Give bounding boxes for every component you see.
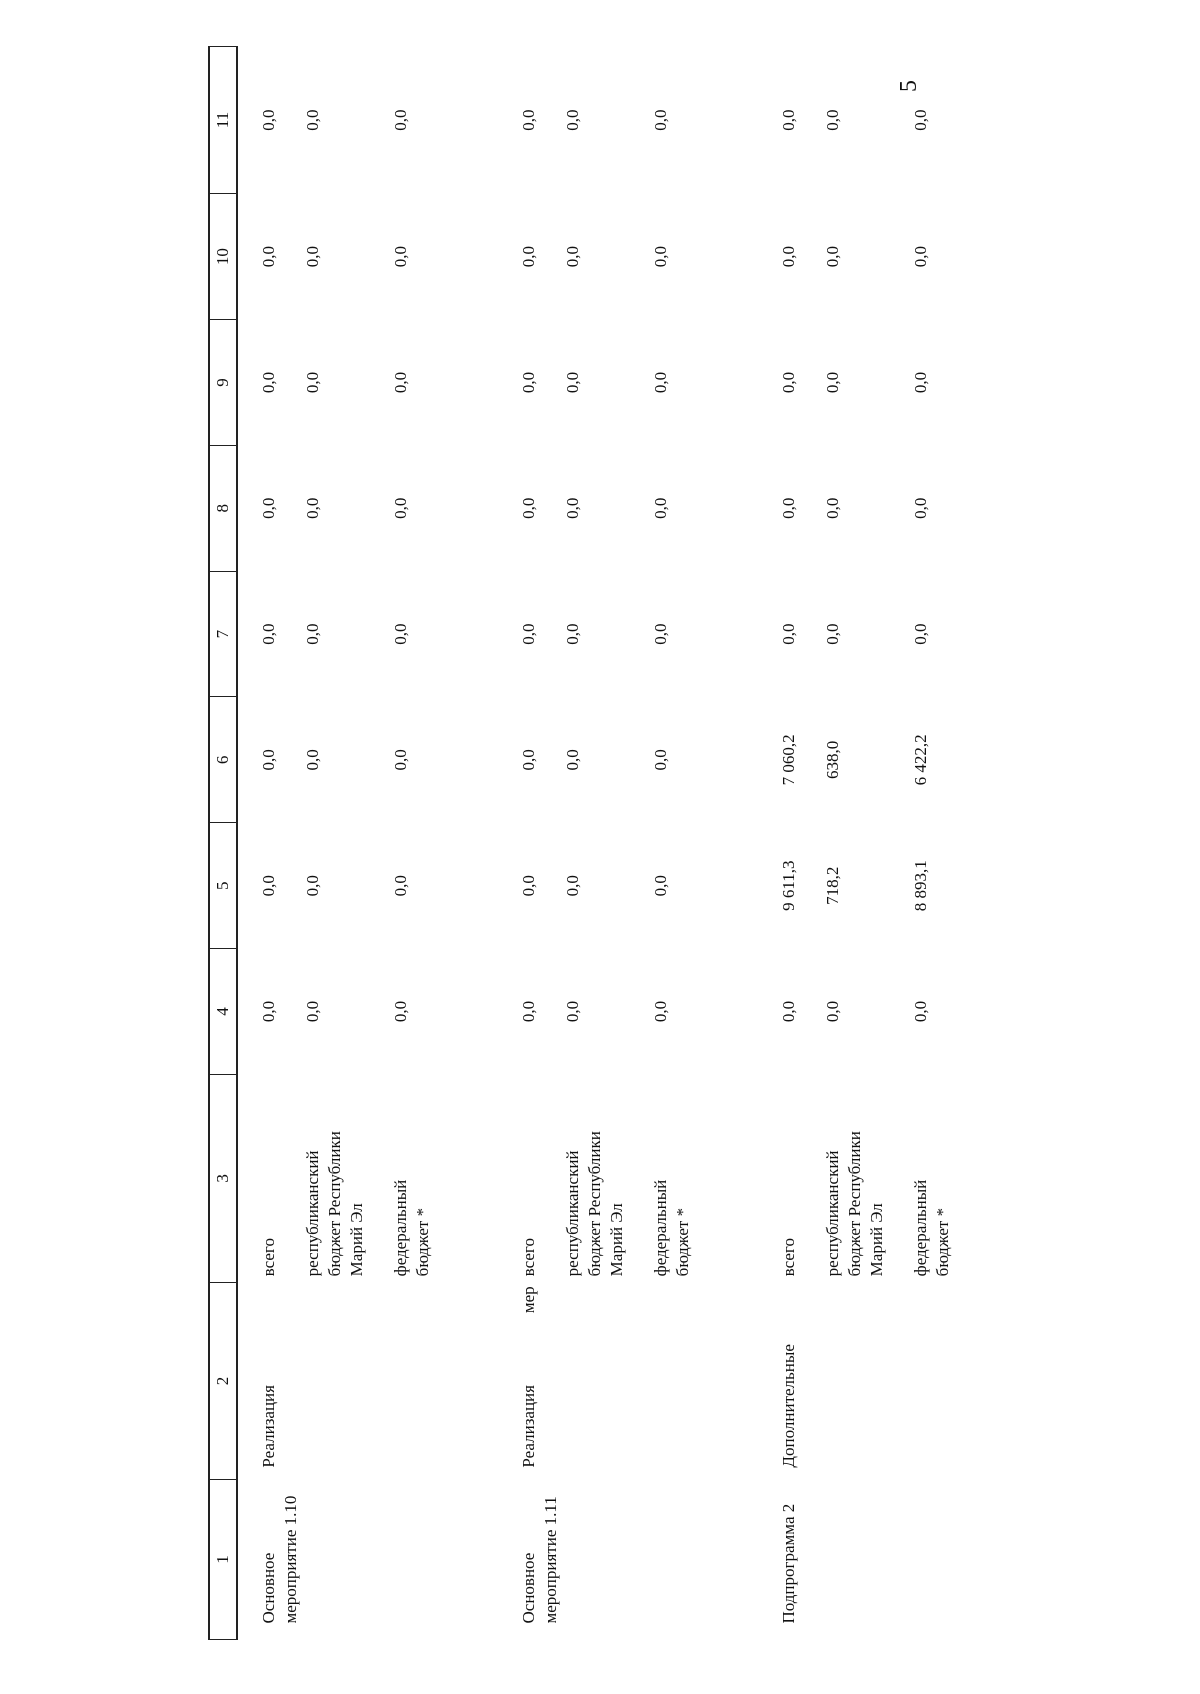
value-text: 0,0 bbox=[911, 623, 930, 645]
value-block bbox=[562, 445, 650, 571]
value-block bbox=[778, 697, 822, 823]
value-text: 0,0 bbox=[391, 371, 410, 394]
value-block bbox=[650, 949, 738, 1075]
value-text: 0,0 bbox=[259, 749, 278, 771]
funding-source-line: бюджет Республики bbox=[325, 1131, 344, 1277]
value-block bbox=[258, 823, 302, 949]
funding-source-line: всего bbox=[519, 1238, 538, 1277]
page-number: 5 bbox=[896, 80, 922, 92]
value-block bbox=[778, 47, 822, 194]
value-text: 0,0 bbox=[651, 749, 670, 771]
value-text: 0,0 bbox=[303, 623, 322, 645]
value-block bbox=[302, 445, 390, 571]
program-name-line: Основное bbox=[259, 1552, 278, 1624]
value-text: 0,0 bbox=[651, 623, 670, 645]
funding-source-line: федеральный bbox=[911, 1179, 930, 1277]
value-text: 0,0 bbox=[519, 246, 538, 268]
value-block bbox=[302, 47, 390, 194]
value-text: 0,0 bbox=[779, 109, 798, 131]
value-block bbox=[822, 949, 910, 1075]
value-block bbox=[650, 571, 738, 697]
value-text: 0,0 bbox=[823, 623, 842, 645]
value-text: 0,0 bbox=[519, 1000, 538, 1023]
value-block bbox=[778, 445, 822, 571]
value-block bbox=[778, 949, 822, 1075]
value-block bbox=[910, 47, 998, 194]
value-text: 0,0 bbox=[259, 109, 278, 131]
funding-source-line: бюджет Республики bbox=[585, 1131, 604, 1277]
value-block bbox=[822, 823, 910, 949]
value-block bbox=[910, 194, 998, 320]
program-name-line: Подпрограмма 2 bbox=[779, 1503, 798, 1624]
value-block bbox=[910, 571, 998, 697]
value-cell-col-6 bbox=[758, 697, 998, 823]
value-block bbox=[910, 320, 998, 446]
value-block bbox=[910, 949, 998, 1075]
value-text: 0,0 bbox=[563, 875, 582, 897]
spacer-cell bbox=[478, 47, 498, 1640]
value-text: 0,0 bbox=[303, 749, 322, 771]
value-cell-col-10 bbox=[758, 194, 998, 320]
value-block bbox=[302, 320, 390, 446]
value-block bbox=[258, 949, 302, 1075]
value-block bbox=[822, 320, 910, 446]
funding-source-cell bbox=[498, 1074, 738, 1282]
value-text: 0,0 bbox=[563, 497, 582, 519]
value-block bbox=[650, 697, 738, 823]
value-block bbox=[562, 949, 650, 1075]
value-text: 0,0 bbox=[519, 109, 538, 131]
funding-source-line: бюджет * bbox=[413, 1207, 432, 1277]
value-block bbox=[778, 320, 822, 446]
value-text: 0,0 bbox=[823, 371, 842, 394]
funding-source bbox=[650, 1074, 738, 1276]
value-text: 0,0 bbox=[259, 246, 278, 268]
value-block bbox=[258, 47, 302, 194]
value-cell-col-9 bbox=[498, 320, 738, 446]
value-text: 638,0 bbox=[823, 740, 842, 779]
description-cell bbox=[237, 1282, 478, 1479]
value-block bbox=[822, 697, 910, 823]
funding-source bbox=[518, 1074, 562, 1276]
value-cell-col-4 bbox=[758, 949, 998, 1075]
column-header-7: 7 bbox=[209, 571, 237, 697]
column-header-11: 11 bbox=[209, 47, 237, 194]
funding-source bbox=[778, 1074, 822, 1276]
value-block bbox=[562, 823, 650, 949]
value-block bbox=[302, 194, 390, 320]
value-block bbox=[390, 697, 478, 823]
funding-source-line: бюджет Республики bbox=[845, 1131, 864, 1277]
value-text: 0,0 bbox=[911, 497, 930, 519]
value-text: 0,0 bbox=[911, 246, 930, 268]
value-text: 0,0 bbox=[779, 246, 798, 268]
program-name-line: мероприятие 1.11 bbox=[541, 1496, 560, 1624]
value-cell-col-10 bbox=[498, 194, 738, 320]
value-block bbox=[518, 697, 562, 823]
value-text: 0,0 bbox=[563, 623, 582, 645]
value-block bbox=[562, 47, 650, 194]
value-text: 6 422,2 bbox=[911, 734, 930, 786]
value-text: 0,0 bbox=[823, 246, 842, 268]
column-header-2: 2 bbox=[209, 1282, 237, 1479]
value-block bbox=[258, 320, 302, 446]
value-cell-col-11 bbox=[758, 47, 998, 194]
value-cell-col-8 bbox=[758, 445, 998, 571]
column-header-5: 5 bbox=[209, 823, 237, 949]
value-cell-col-7 bbox=[758, 571, 998, 697]
value-text: 0,0 bbox=[259, 875, 278, 897]
value-cell-col-10 bbox=[237, 194, 478, 320]
value-block bbox=[258, 571, 302, 697]
value-block bbox=[390, 47, 478, 194]
value-text: 7 060,2 bbox=[779, 734, 798, 786]
value-text: 0,0 bbox=[519, 749, 538, 771]
funding-source bbox=[562, 1074, 650, 1276]
value-block bbox=[650, 194, 738, 320]
value-text: 0,0 bbox=[563, 749, 582, 771]
funding-source-line: федеральный bbox=[651, 1179, 670, 1277]
table-body bbox=[237, 47, 998, 1640]
value-text: 0,0 bbox=[911, 109, 930, 131]
value-block bbox=[778, 823, 822, 949]
description-cell bbox=[498, 1282, 738, 1479]
value-text: 9 611,3 bbox=[779, 860, 798, 911]
program-name-line: Основное bbox=[519, 1552, 538, 1624]
value-text: 0,0 bbox=[303, 371, 322, 394]
program-name-cell bbox=[237, 1480, 478, 1640]
value-text: 0,0 bbox=[519, 371, 538, 394]
value-block bbox=[518, 47, 562, 194]
value-text: 0,0 bbox=[779, 1000, 798, 1023]
value-text: 0,0 bbox=[391, 875, 410, 897]
value-text: 0,0 bbox=[391, 749, 410, 771]
value-block bbox=[562, 697, 650, 823]
group-spacer bbox=[738, 47, 758, 1640]
value-cell-col-8 bbox=[498, 445, 738, 571]
value-text: 0,0 bbox=[779, 623, 798, 645]
funding-source-line: всего bbox=[779, 1238, 798, 1277]
value-text: 0,0 bbox=[391, 623, 410, 645]
funding-source-line: республиканский bbox=[303, 1150, 322, 1277]
value-block bbox=[518, 320, 562, 446]
value-block bbox=[650, 320, 738, 446]
value-block bbox=[390, 949, 478, 1075]
value-cell-col-5 bbox=[758, 823, 998, 949]
program-name-line: мероприятие 1.10 bbox=[281, 1495, 300, 1624]
value-block bbox=[258, 445, 302, 571]
value-block bbox=[822, 445, 910, 571]
value-cell-col-9 bbox=[758, 320, 998, 446]
value-text: 0,0 bbox=[563, 246, 582, 268]
value-text: 0,0 bbox=[519, 623, 538, 645]
value-block bbox=[302, 949, 390, 1075]
value-cell-col-11 bbox=[498, 47, 738, 194]
funding-source-line: республиканский bbox=[563, 1150, 582, 1277]
table-row bbox=[498, 47, 738, 1640]
table-header bbox=[209, 47, 237, 1640]
funding-table bbox=[208, 46, 998, 1640]
value-cell-col-8 bbox=[237, 445, 478, 571]
column-header-6: 6 bbox=[209, 697, 237, 823]
funding-source-line: всего bbox=[259, 1238, 278, 1277]
column-header-10: 10 bbox=[209, 194, 237, 320]
value-text: 0,0 bbox=[259, 623, 278, 645]
value-text: 0,0 bbox=[823, 497, 842, 519]
value-text: 0,0 bbox=[303, 1000, 322, 1023]
funding-source bbox=[390, 1074, 478, 1276]
table-row bbox=[758, 47, 998, 1640]
value-text: 0,0 bbox=[823, 1000, 842, 1023]
value-block bbox=[778, 194, 822, 320]
funding-source-cell bbox=[237, 1074, 478, 1282]
value-text: 0,0 bbox=[303, 246, 322, 268]
funding-source-line: бюджет * bbox=[673, 1207, 692, 1277]
value-block bbox=[390, 320, 478, 446]
funding-source-line: республиканский bbox=[823, 1150, 842, 1277]
value-text: 8 893,1 bbox=[911, 860, 930, 912]
rotated-table-frame bbox=[208, 46, 988, 1640]
value-text: 0,0 bbox=[911, 1000, 930, 1023]
funding-source-line: Марий Эл bbox=[867, 1203, 886, 1277]
funding-source bbox=[258, 1074, 302, 1276]
value-text: 0,0 bbox=[651, 371, 670, 394]
value-cell-col-4 bbox=[498, 949, 738, 1075]
value-text: 0,0 bbox=[563, 371, 582, 394]
value-block bbox=[822, 571, 910, 697]
group-spacer bbox=[478, 47, 498, 1640]
value-text: 0,0 bbox=[259, 497, 278, 519]
value-text: 0,0 bbox=[651, 246, 670, 268]
value-text: 0,0 bbox=[823, 109, 842, 131]
value-block bbox=[518, 194, 562, 320]
value-block bbox=[822, 47, 910, 194]
description-text: Дополнительные bbox=[779, 1344, 798, 1468]
value-text: 0,0 bbox=[519, 875, 538, 897]
value-block bbox=[518, 571, 562, 697]
column-header-8: 8 bbox=[209, 445, 237, 571]
value-cell-col-7 bbox=[498, 571, 738, 697]
value-text: 0,0 bbox=[303, 875, 322, 897]
value-block bbox=[650, 445, 738, 571]
value-block bbox=[302, 571, 390, 697]
value-text: 0,0 bbox=[391, 109, 410, 131]
funding-source bbox=[910, 1074, 998, 1276]
table-row bbox=[237, 47, 478, 1640]
value-block bbox=[910, 697, 998, 823]
column-header-3: 3 bbox=[209, 1074, 237, 1282]
value-text: 0,0 bbox=[391, 497, 410, 519]
funding-source bbox=[822, 1074, 910, 1276]
value-block bbox=[562, 320, 650, 446]
value-block bbox=[910, 445, 998, 571]
value-block bbox=[390, 823, 478, 949]
value-text: 0,0 bbox=[259, 1000, 278, 1023]
value-text: 0,0 bbox=[779, 371, 798, 394]
value-block bbox=[302, 823, 390, 949]
value-text: 0,0 bbox=[651, 1000, 670, 1023]
value-text: 0,0 bbox=[303, 109, 322, 131]
value-block bbox=[390, 571, 478, 697]
value-block bbox=[390, 445, 478, 571]
value-block bbox=[302, 697, 390, 823]
column-header-4: 4 bbox=[209, 949, 237, 1075]
value-text: 0,0 bbox=[303, 497, 322, 519]
description-cell bbox=[758, 1282, 998, 1479]
value-cell-col-4 bbox=[237, 949, 478, 1075]
value-block bbox=[910, 823, 998, 949]
value-block bbox=[258, 194, 302, 320]
value-cell-col-6 bbox=[498, 697, 738, 823]
value-cell-col-11 bbox=[237, 47, 478, 194]
funding-source-line: Марий Эл bbox=[607, 1203, 626, 1277]
value-block bbox=[650, 47, 738, 194]
value-cell-col-5 bbox=[237, 823, 478, 949]
description-text: Реализация bbox=[259, 1385, 278, 1468]
value-text: 718,2 bbox=[823, 866, 842, 905]
value-cell-col-7 bbox=[237, 571, 478, 697]
value-text: 0,0 bbox=[391, 1000, 410, 1023]
value-text: 0,0 bbox=[563, 1000, 582, 1023]
description-text: Реализация мер bbox=[519, 1286, 538, 1468]
value-block bbox=[390, 194, 478, 320]
value-text: 0,0 bbox=[519, 497, 538, 519]
funding-source bbox=[302, 1074, 390, 1276]
funding-source-cell bbox=[758, 1074, 998, 1282]
value-block bbox=[562, 571, 650, 697]
funding-source-line: федеральный bbox=[391, 1179, 410, 1277]
value-text: 0,0 bbox=[911, 371, 930, 394]
value-block bbox=[518, 445, 562, 571]
value-cell-col-6 bbox=[237, 697, 478, 823]
value-block bbox=[778, 571, 822, 697]
column-header-9: 9 bbox=[209, 320, 237, 446]
funding-source-line: бюджет * bbox=[933, 1207, 952, 1277]
value-block bbox=[650, 823, 738, 949]
value-block bbox=[518, 823, 562, 949]
value-text: 0,0 bbox=[651, 109, 670, 131]
program-name-cell bbox=[498, 1480, 738, 1640]
value-text: 0,0 bbox=[259, 371, 278, 394]
value-block bbox=[518, 949, 562, 1075]
value-block bbox=[822, 194, 910, 320]
value-cell-col-5 bbox=[498, 823, 738, 949]
column-header-1: 1 bbox=[209, 1480, 237, 1640]
value-text: 0,0 bbox=[651, 875, 670, 897]
value-text: 0,0 bbox=[779, 497, 798, 519]
value-text: 0,0 bbox=[391, 246, 410, 268]
value-block bbox=[562, 194, 650, 320]
value-text: 0,0 bbox=[563, 109, 582, 131]
funding-source-line: Марий Эл bbox=[347, 1203, 366, 1277]
value-text: 0,0 bbox=[651, 497, 670, 519]
spacer-cell bbox=[738, 47, 758, 1640]
program-name-cell bbox=[758, 1480, 998, 1640]
value-block bbox=[258, 697, 302, 823]
value-cell-col-9 bbox=[237, 320, 478, 446]
